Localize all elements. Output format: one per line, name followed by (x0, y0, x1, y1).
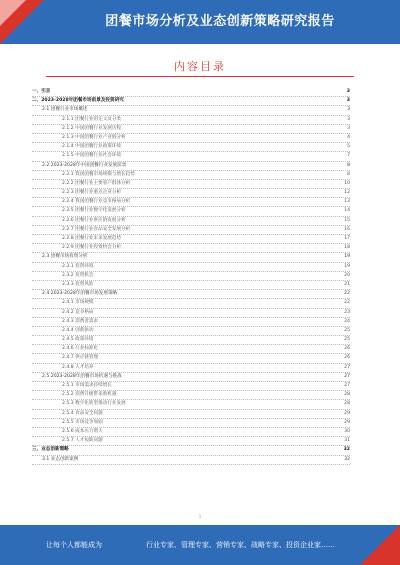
toc-entry[interactable] (32, 299, 350, 308)
toc-entry-page: 19 (342, 253, 350, 261)
toc-entry[interactable] (32, 391, 350, 400)
toc-entry-text: 2.2.3 团餐行业重点企业分析 (62, 190, 122, 196)
toc-entry[interactable] (32, 272, 350, 281)
toc-entry[interactable] (32, 410, 350, 419)
toc-entry-page: 13 (342, 198, 350, 206)
toc-entry-text: 2.4.8 人才培养 (62, 364, 94, 370)
toc-entry-page: 30 (342, 428, 350, 436)
toc-entry-text: 2.1.1 团餐行业的定义及分类 (62, 116, 122, 122)
toc-entry-text: 2.1.5 中国团餐行业社会环境 (62, 153, 122, 159)
toc-entry-page: 19 (342, 263, 350, 271)
toc-entry-page: 17 (342, 235, 350, 243)
toc-entry-page: 25 (342, 327, 350, 335)
toc-entry-text: 2.4.6 行业标准化 (62, 346, 99, 352)
toc-entry-page: 8 (345, 162, 350, 170)
toc-entry-page: 3 (345, 88, 350, 96)
toc-heading-rule (46, 76, 354, 77)
toc-entry-text: 2.4.2 竞争格局 (62, 309, 94, 315)
table-of-contents (32, 88, 350, 465)
toc-entry[interactable] (32, 97, 350, 106)
toc-entry[interactable] (32, 419, 350, 428)
toc-entry[interactable] (32, 180, 350, 189)
toc-entry-text: 2.2.8 团餐行业未来发展趋势 (62, 236, 122, 241)
toc-entry-text: 2.2.5 团餐行业数字化发展分析 (62, 208, 126, 214)
footer-slogan-right: 行业专家、管理专家、营销专家、战略专家、投资企业家…… (146, 541, 335, 549)
toc-entry[interactable] (32, 217, 350, 226)
toc-entry-text: 2.4.4 创新驱动 (62, 327, 94, 333)
toc-entry-text: 2.3.2 投资机会 (62, 272, 94, 278)
toc-entry-page: 26 (342, 345, 350, 353)
toc-entry[interactable] (32, 88, 350, 97)
toc-entry-text: 2.3 团餐市场投资分析 (42, 254, 88, 260)
report-title: 团餐市场分析及业态创新策略研究报告 (105, 14, 335, 29)
toc-entry[interactable] (32, 207, 350, 216)
toc-entry[interactable] (32, 116, 350, 125)
toc-entry-page: 28 (342, 391, 350, 399)
toc-entry[interactable] (32, 446, 350, 455)
toc-entry-text: 2.5.2 消费升级带来新机遇 (62, 392, 117, 398)
toc-entry-page: 22 (342, 299, 350, 307)
report-header (0, 0, 400, 44)
toc-entry[interactable] (32, 309, 350, 318)
toc-entry[interactable] (32, 171, 350, 180)
toc-entry-page: 7 (345, 152, 350, 160)
toc-entry-text: 2.5.4 食品安全问题 (62, 410, 103, 416)
toc-entry-text: 2.1.4 中国团餐行业政策环境 (62, 144, 122, 150)
toc-entry[interactable] (32, 226, 350, 235)
toc-entry[interactable] (32, 198, 350, 207)
toc-entry-text: 一、引言 (32, 89, 51, 94)
toc-entry-text: 二、2023-2028年团餐市场前景及投资研究 (32, 98, 124, 104)
toc-entry-page: 28 (342, 400, 350, 408)
toc-entry-page: 21 (342, 281, 350, 289)
toc-entry[interactable] (32, 281, 350, 290)
toc-entry-text: 2.4.3 消费者需求 (62, 318, 99, 324)
toc-entry[interactable] (32, 244, 350, 253)
toc-entry[interactable] (32, 106, 350, 115)
toc-entry-text: 2.2.7 团餐行业食品安全发展分析 (62, 226, 131, 232)
toc-entry-page: 12 (342, 189, 350, 197)
toc-entry[interactable] (32, 134, 350, 143)
toc-entry-text: 2.3.3 投资风险 (62, 281, 94, 287)
footer-red-corner (360, 525, 400, 565)
toc-entry-page: 22 (342, 290, 350, 298)
toc-entry-page: 16 (342, 226, 350, 234)
toc-entry-page: 26 (342, 354, 350, 362)
toc-entry[interactable] (32, 428, 350, 437)
toc-entry-text: 2.5.5 市场竞争加剧 (62, 419, 103, 425)
toc-entry-text: 2.2.9 团餐行业投资机会分析 (62, 245, 122, 251)
toc-heading: 内容目录 (174, 60, 226, 73)
toc-entry-text: 2.4.5 政策环境 (62, 337, 94, 343)
toc-entry-page: 18 (342, 244, 350, 252)
header-pink-corner (0, 0, 26, 26)
toc-entry-page: 27 (342, 382, 350, 390)
toc-entry-page: 29 (342, 419, 350, 427)
toc-entry-page: 32 (342, 446, 350, 454)
toc-entry-page: 3 (345, 106, 350, 114)
toc-entry-page: 27 (342, 373, 350, 381)
toc-entry-text: 2.5.6 成本压力增大 (62, 428, 103, 434)
toc-entry[interactable] (32, 152, 350, 161)
toc-entry[interactable] (32, 382, 350, 391)
toc-entry-page: 8 (345, 171, 350, 179)
toc-entry[interactable] (32, 437, 350, 446)
toc-entry-text: 2.1 团餐行业市场概述 (42, 107, 88, 113)
toc-entry-page: 25 (342, 336, 350, 344)
toc-entry[interactable] (32, 263, 350, 272)
toc-entry-text: 2.1.3 中国团餐行业产业链分析 (62, 134, 126, 140)
toc-entry-text: 2.4.7 供应链管理 (62, 355, 99, 361)
toc-entry[interactable] (32, 336, 350, 345)
toc-entry-text: 2.2.4 我国团餐行业竞争格局分析 (62, 199, 131, 205)
toc-entry-page: 3 (345, 125, 350, 133)
toc-entry-text: 三、业态创新策略 (32, 447, 69, 453)
toc-entry[interactable] (32, 373, 350, 382)
toc-entry[interactable] (32, 327, 350, 336)
toc-entry-page: 10 (342, 180, 350, 188)
toc-entry-page: 23 (342, 309, 350, 317)
toc-entry[interactable] (32, 456, 350, 465)
toc-entry[interactable] (32, 235, 350, 244)
toc-entry-page: 20 (342, 272, 350, 280)
toc-entry-text: 2.4 2023-2028年团餐市场发展策略 (42, 291, 118, 297)
toc-entry[interactable] (32, 189, 350, 198)
toc-entry-text: 2.4.1 市场规模 (62, 300, 94, 306)
toc-entry-text: 2.5.1 市场需求持续增长 (62, 383, 112, 388)
toc-entry-text: 2.2.2 团餐行业主要客户群体分析 (62, 180, 131, 186)
toc-entry-page: 3 (345, 116, 350, 124)
toc-entry[interactable] (32, 125, 350, 134)
toc-entry-page: 15 (342, 217, 350, 225)
toc-entry[interactable] (32, 253, 350, 262)
toc-entry[interactable] (32, 354, 350, 363)
toc-entry[interactable] (32, 364, 350, 373)
toc-entry-text: 2.1.2 中国团餐行业发展历程 (62, 125, 122, 131)
toc-entry-page: 32 (342, 456, 350, 464)
toc-entry[interactable] (32, 143, 350, 152)
toc-entry-text: 2.2 2023-2028年中国团餐行业发展前景 (42, 162, 127, 168)
toc-entry-page: 31 (342, 437, 350, 445)
toc-entry-page: 5 (345, 143, 350, 151)
toc-entry[interactable] (32, 162, 350, 171)
toc-entry[interactable] (32, 400, 350, 409)
toc-entry[interactable] (32, 290, 350, 299)
toc-entry-page: 27 (342, 364, 350, 372)
toc-entry-text: 2.2.6 团餐行业供应链发展分析 (62, 217, 126, 223)
toc-entry[interactable] (32, 318, 350, 327)
toc-entry-text: 2.3.1 投资环境 (62, 263, 94, 269)
toc-entry-text: 2.5.3 数字化转型推动行业发展 (62, 401, 126, 407)
toc-entry-text: 2.5.7 人才短缺问题 (62, 438, 103, 444)
toc-entry-page: 24 (342, 318, 350, 326)
toc-entry-text: 3.1 业态创新案例 (42, 456, 79, 462)
toc-entry-page: 29 (342, 410, 350, 418)
toc-entry-text: 2.2.1 我国团餐市场规模与增长趋势 (62, 171, 135, 177)
toc-entry-page: 4 (345, 134, 350, 142)
report-footer (0, 525, 400, 565)
toc-entry[interactable] (32, 345, 350, 354)
toc-entry-text: 2.5 2023-2028年团餐市场机遇与挑战 (42, 373, 122, 379)
page-number: 1 (198, 514, 202, 519)
toc-entry-page: 3 (345, 97, 350, 105)
toc-entry-page: 14 (342, 207, 350, 215)
footer-slogan-left: 让每个人都能成为 (46, 541, 102, 549)
